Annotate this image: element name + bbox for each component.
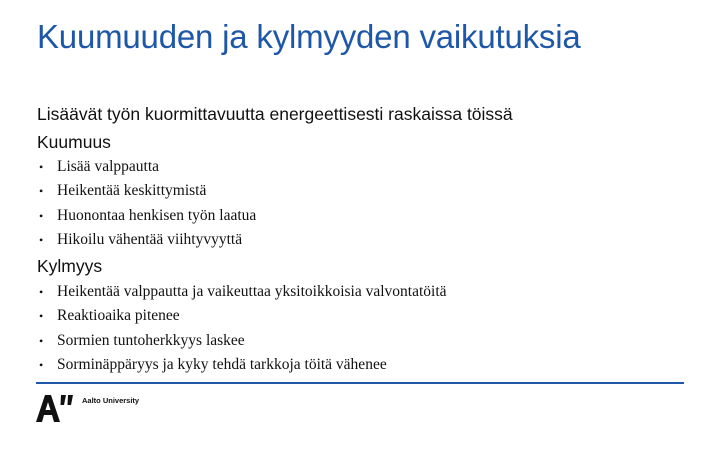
slide-title: Kuumuuden ja kylmyyden vaikutuksia <box>37 18 581 55</box>
bullet-icon: • <box>39 160 44 174</box>
list-item-text: Sormien tuntoherkkyys laskee <box>57 331 245 349</box>
list-item <box>37 181 256 205</box>
bullet-icon: • <box>39 333 44 348</box>
list-item <box>37 282 447 306</box>
list-item-text: Reaktioaika pitenee <box>57 307 180 325</box>
bullet-icon: • <box>39 309 44 324</box>
bullet-icon: • <box>39 232 44 247</box>
list-item-text: Huonontaa henkisen työn laatua <box>57 206 257 224</box>
bullet-icon: • <box>39 285 44 299</box>
section-heading-cold: Kylmyys <box>37 256 103 276</box>
list-item <box>37 206 256 230</box>
list-item <box>37 355 447 379</box>
list-item-text: Heikentää valppautta ja vaikeuttaa yksitoikkoisia valvontatöitä <box>57 283 447 300</box>
heat-bullet-list <box>37 157 256 254</box>
cold-bullet-list <box>37 282 447 379</box>
bullet-icon: • <box>39 184 44 199</box>
logo-text: Aalto University <box>82 396 140 405</box>
list-item <box>37 331 447 355</box>
section-heading-heat: Kuumuus <box>37 132 111 152</box>
list-item <box>37 306 447 330</box>
bullet-icon: • <box>39 357 44 372</box>
aalto-logo-icon <box>36 393 76 423</box>
list-item-text: Sorminäppäryys ja kyky tehdä tarkkoja töitä vähenee <box>57 355 387 373</box>
bullet-icon: • <box>39 208 44 223</box>
aalto-logo <box>36 393 139 425</box>
footer-divider <box>36 382 684 384</box>
lead-text: Lisäävät työn kuormittavuutta energeettisesti raskaissa töissä <box>37 104 513 124</box>
list-item-text: Heikentää keskittymistä <box>57 182 207 200</box>
list-item <box>37 230 256 254</box>
list-item <box>37 157 256 181</box>
list-item-text: Hikoilu vähentää viihtyvyyttä <box>57 230 243 248</box>
list-item-text: Lisää valppautta <box>57 158 159 175</box>
